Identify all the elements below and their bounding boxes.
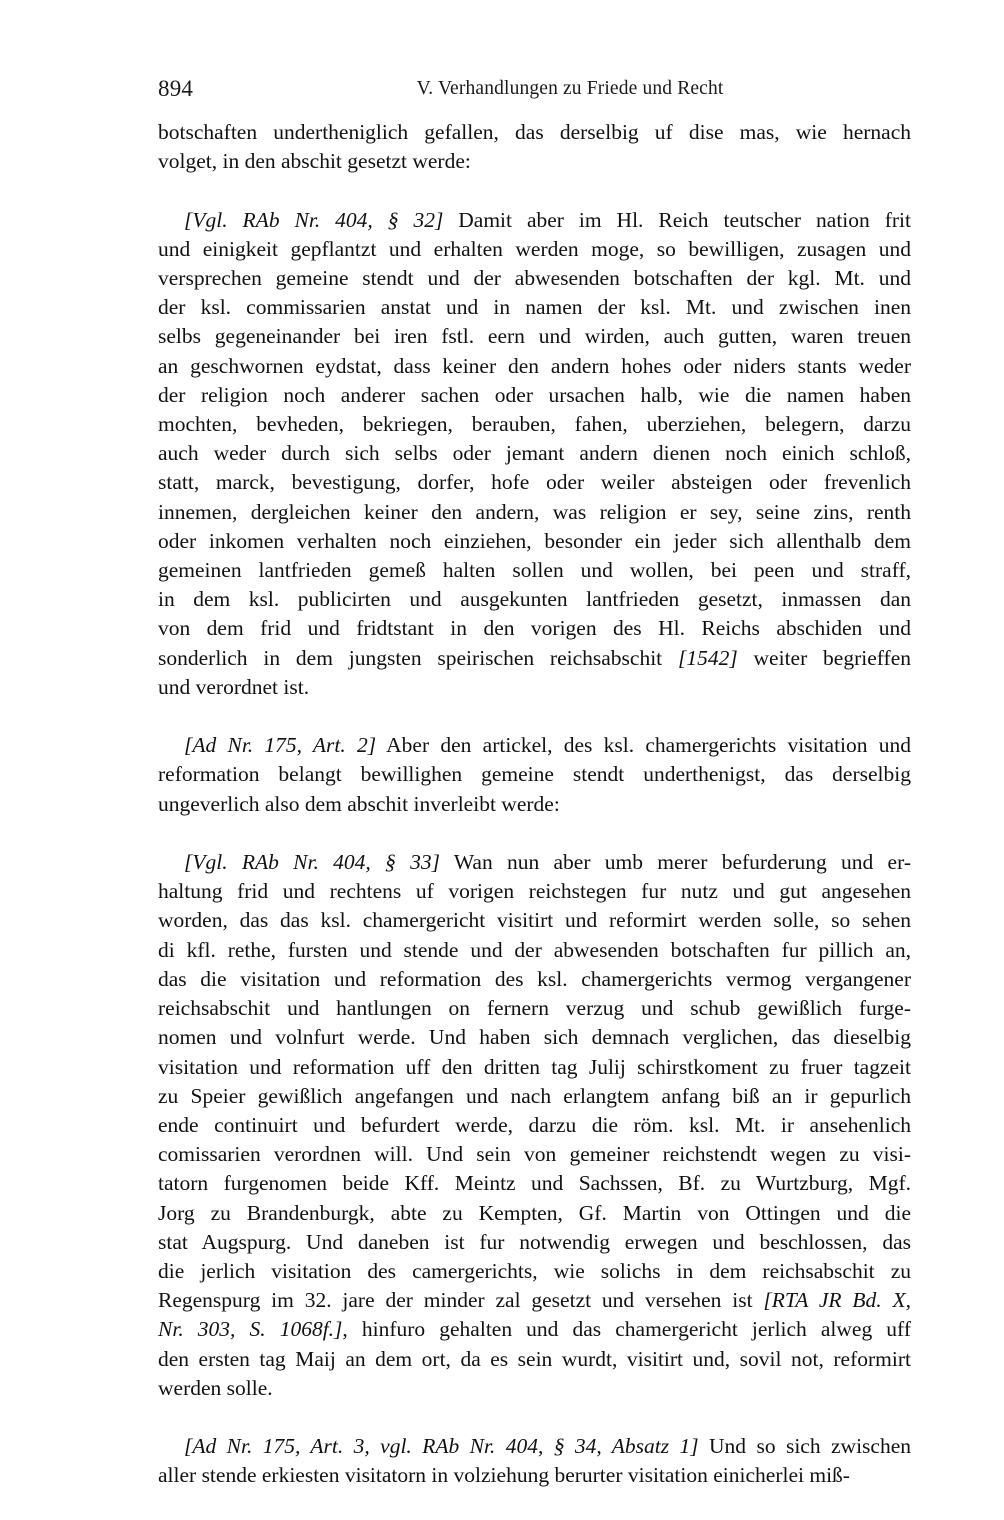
- text-line: [158, 1286, 911, 1315]
- text-run: Aber den artickel, des ksl. chamergerichts visitation und: [376, 733, 911, 758]
- text-line: und einigkeit gepflantzt und erhalten werden moge, so bewilligen, zusagen und: [158, 236, 911, 261]
- text-line: die jerlich visitation des camergerichts, wie solichs in dem reichsabschit zu: [158, 1258, 911, 1283]
- text-line: [158, 644, 911, 673]
- text-line: visitation und reformation uff den dritten tag Julij schirstkoment zu fruer tagzeit: [158, 1054, 911, 1079]
- reference-citation: [Vgl. RAb Nr. 404, § 33]: [184, 850, 440, 875]
- paragraph-5: [158, 1432, 911, 1520]
- text-run: weiter begrieffen: [737, 645, 912, 670]
- text-line: das die visitation und reformation des ksl. chamergerichts vermog vergangener: [158, 966, 911, 991]
- text-line: ungeverlich also dem abschit inverleibt werde:: [158, 791, 560, 816]
- text-line: nomen und volnfurt werde. Und haben sich demnach verglichen, das dieselbig: [158, 1025, 911, 1050]
- text-line: di kfl. rethe, fursten und stende und der abwesenden botschaften fur pillich an,: [158, 937, 911, 962]
- text-line: werden solle.: [158, 1375, 273, 1400]
- text-line: [158, 1432, 911, 1461]
- text-line: haltung frid und rechtens uf vorigen reichstegen fur nutz und gut angesehen: [158, 879, 911, 904]
- text-line: comissarien verordnen will. Und sein von gemeiner reichstendt wegen zu visi-: [158, 1142, 911, 1167]
- text-line: [158, 848, 911, 877]
- running-title: V. Verhandlungen zu Friede und Recht: [416, 78, 724, 99]
- text-line: tatorn furgenomen beide Kff. Meintz und Sachssen, Bf. zu Wurtzburg, Mgf.: [158, 1171, 911, 1196]
- reference-citation: [Ad Nr. 175, Art. 3, vgl. RAb Nr. 404, § 34, Absatz 1]: [184, 1434, 699, 1459]
- text-run: sonderlich in dem jungsten speirischen reichsabschit: [158, 645, 678, 670]
- page-header: [158, 74, 910, 104]
- text-line: [158, 731, 911, 760]
- text-line: von dem frid und fridtstant in den vorigen des Hl. Reichs abschiden und: [158, 616, 911, 641]
- paragraph-4: [158, 848, 911, 1432]
- text-block: [158, 118, 911, 1520]
- text-line: gemeinen lantfrieden gemeß halten sollen und wollen, bei peen und straff,: [158, 558, 911, 583]
- text-line: volget, in den abschit gesetzt werde:: [158, 149, 471, 174]
- text-line: innemen, dergleichen keiner den andern, was religion er sey, seine zins, renth: [158, 499, 911, 524]
- folio-number: 894: [158, 76, 194, 101]
- text-line: statt, marck, bevestigung, dorfer, hofe oder weiler absteigen oder frevenlich: [158, 470, 911, 495]
- text-line: und verordnet ist.: [158, 674, 310, 699]
- text-line: zu Speier gewißlich angefangen und nach erlangtem anfang biß an ir gepurlich: [158, 1083, 911, 1108]
- text-line: ende continuirt und befurdert werde, darzu die röm. ksl. Mt. ir ansehenlich: [158, 1112, 911, 1137]
- text-line: an geschwornen eydstat, dass keiner den andern hohes oder niders stants weder: [158, 353, 911, 378]
- text-line: in dem ksl. publicirten und ausgekunten lantfrieden gesetzt, inmassen dan: [158, 587, 911, 612]
- reference-citation: [Ad Nr. 175, Art. 2]: [184, 733, 377, 758]
- text-line: botschaften undertheniglich gefallen, das derselbig uf dise mas, wie hernach: [158, 120, 911, 144]
- reference-citation: [Vgl. RAb Nr. 404, § 32]: [184, 207, 444, 232]
- inline-reference: Nr. 303, S. 1068f.]: [158, 1317, 343, 1342]
- text-line: reichsabschit und hantlungen on fernern verzug und schub gewißlich furge-: [158, 996, 911, 1021]
- text-line: worden, das das ksl. chamergericht visitirt und reformirt werden solle, so sehen: [158, 908, 911, 933]
- text-line: Jorg zu Brandenburgk, abte zu Kempten, Gf. Martin von Ottingen und die: [158, 1200, 911, 1225]
- paragraph-3: [158, 731, 911, 848]
- text-line: der religion noch anderer sachen oder ursachen halb, wie die namen haben: [158, 382, 911, 407]
- text-run: Wan nun aber umb merer befurderung und er-: [439, 850, 911, 875]
- text-run: , hinfuro gehalten und das chamergericht jerlich alweg uff: [342, 1317, 911, 1342]
- text-line: [158, 1315, 911, 1344]
- text-line: aller stende erkiesten visitatorn in volziehung berurter visitation einicherlei miß-: [158, 1463, 850, 1488]
- text-line: stat Augspurg. Und daneben ist fur notwendig erwegen und beschlossen, das: [158, 1229, 911, 1254]
- paragraph-2: [158, 206, 911, 732]
- text-line: oder inkomen verhalten noch einziehen, besonder ein jeder sich allenthalb dem: [158, 528, 911, 553]
- text-line: den ersten tag Maij an dem ort, da es sein wurdt, visitirt und, sovil not, reformirt: [158, 1346, 911, 1371]
- text-run: Regenspurg im 32. jare der minder zal gesetzt und versehen ist: [158, 1288, 764, 1313]
- inline-reference: [RTA JR Bd. X,: [763, 1288, 911, 1313]
- text-line: der ksl. commissarien anstat und in namen der ksl. Mt. und zwischen inen: [158, 295, 911, 320]
- text-line: versprechen gemeine stendt und der abwesenden botschaften der kgl. Mt. und: [158, 266, 911, 291]
- text-line: reformation belangt bewillighen gemeine stendt underthenigst, das derselbig: [158, 762, 911, 787]
- text-line: mochten, bevheden, bekriegen, berauben, fahen, uberziehen, belegern, darzu: [158, 412, 911, 437]
- inline-reference: [1542]: [677, 645, 738, 670]
- text-line: auch weder durch sich selbs oder jemant andern dienen noch einich schloß,: [158, 441, 911, 466]
- text-line: selbs gegeneinander bei iren fstl. eern und wirden, auch gutten, waren treuen: [158, 324, 911, 349]
- text-line: [158, 206, 911, 235]
- text-run: Damit aber im Hl. Reich teutscher nation frit: [443, 207, 911, 232]
- text-run: Und so sich zwischen: [698, 1434, 911, 1459]
- paragraph-1: [158, 118, 911, 206]
